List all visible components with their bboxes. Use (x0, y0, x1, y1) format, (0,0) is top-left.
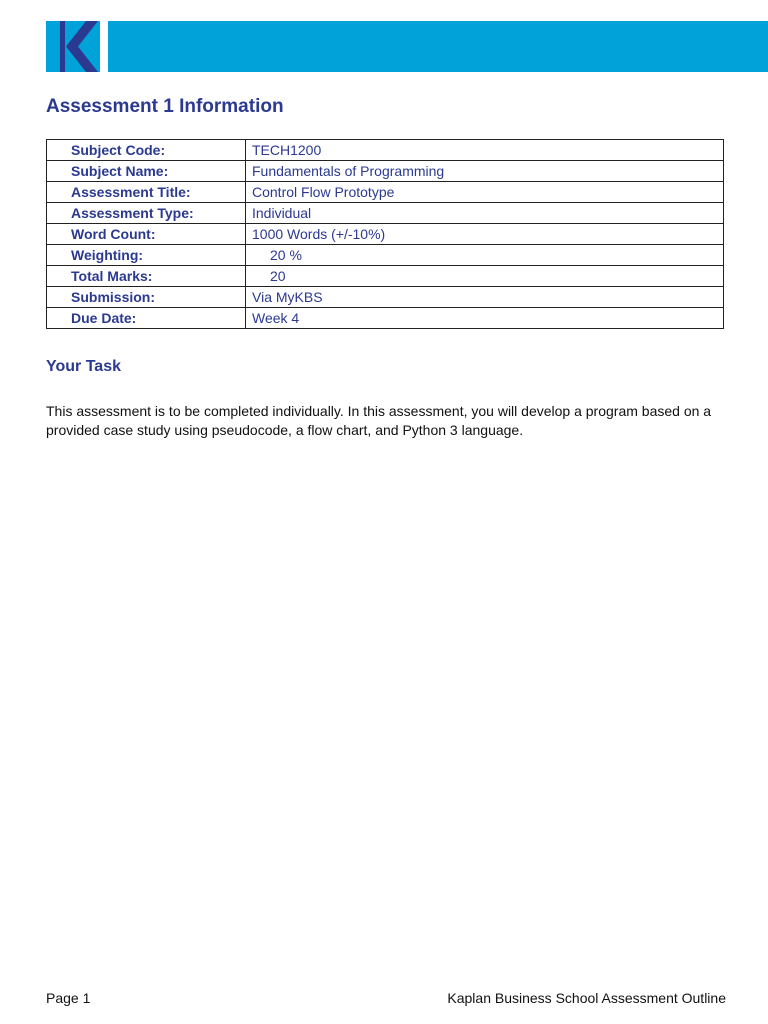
row-value: Fundamentals of Programming (246, 161, 724, 182)
footer-page-number: Page 1 (46, 990, 91, 1006)
row-label: Submission: (47, 287, 246, 308)
row-label: Subject Name: (47, 161, 246, 182)
table-row (47, 182, 724, 203)
row-value: 20 (246, 266, 724, 287)
header-bar (108, 21, 768, 72)
row-label: Subject Code: (47, 140, 246, 161)
task-description: This assessment is to be completed individually. In this assessment, you will develop a program based on a provided case study using pseudocode, a flow chart, and Python 3 language. (46, 403, 712, 438)
row-label: Word Count: (47, 224, 246, 245)
row-value: Via MyKBS (246, 287, 724, 308)
page-title: Assessment 1 Information (46, 96, 284, 117)
table-row (47, 287, 724, 308)
row-label: Due Date: (47, 308, 246, 329)
row-label: Assessment Title: (47, 182, 246, 203)
table-row (47, 308, 724, 329)
table-row (47, 224, 724, 245)
row-value: 20 % (246, 245, 724, 266)
table-row (47, 161, 724, 182)
your-task-heading: Your Task (46, 358, 121, 375)
footer-document-title: Kaplan Business School Assessment Outline (447, 990, 726, 1006)
table-row (47, 245, 724, 266)
table-row (47, 140, 724, 161)
row-value: Individual (246, 203, 724, 224)
table-row (47, 203, 724, 224)
row-label: Total Marks: (47, 266, 246, 287)
row-label: Weighting: (47, 245, 246, 266)
row-value: Control Flow Prototype (246, 182, 724, 203)
table-row (47, 266, 724, 287)
assessment-info-table (46, 139, 724, 329)
kaplan-logo-icon (46, 21, 100, 72)
row-value: Week 4 (246, 308, 724, 329)
row-value: TECH1200 (246, 140, 724, 161)
row-label: Assessment Type: (47, 203, 246, 224)
row-value: 1000 Words (+/-10%) (246, 224, 724, 245)
